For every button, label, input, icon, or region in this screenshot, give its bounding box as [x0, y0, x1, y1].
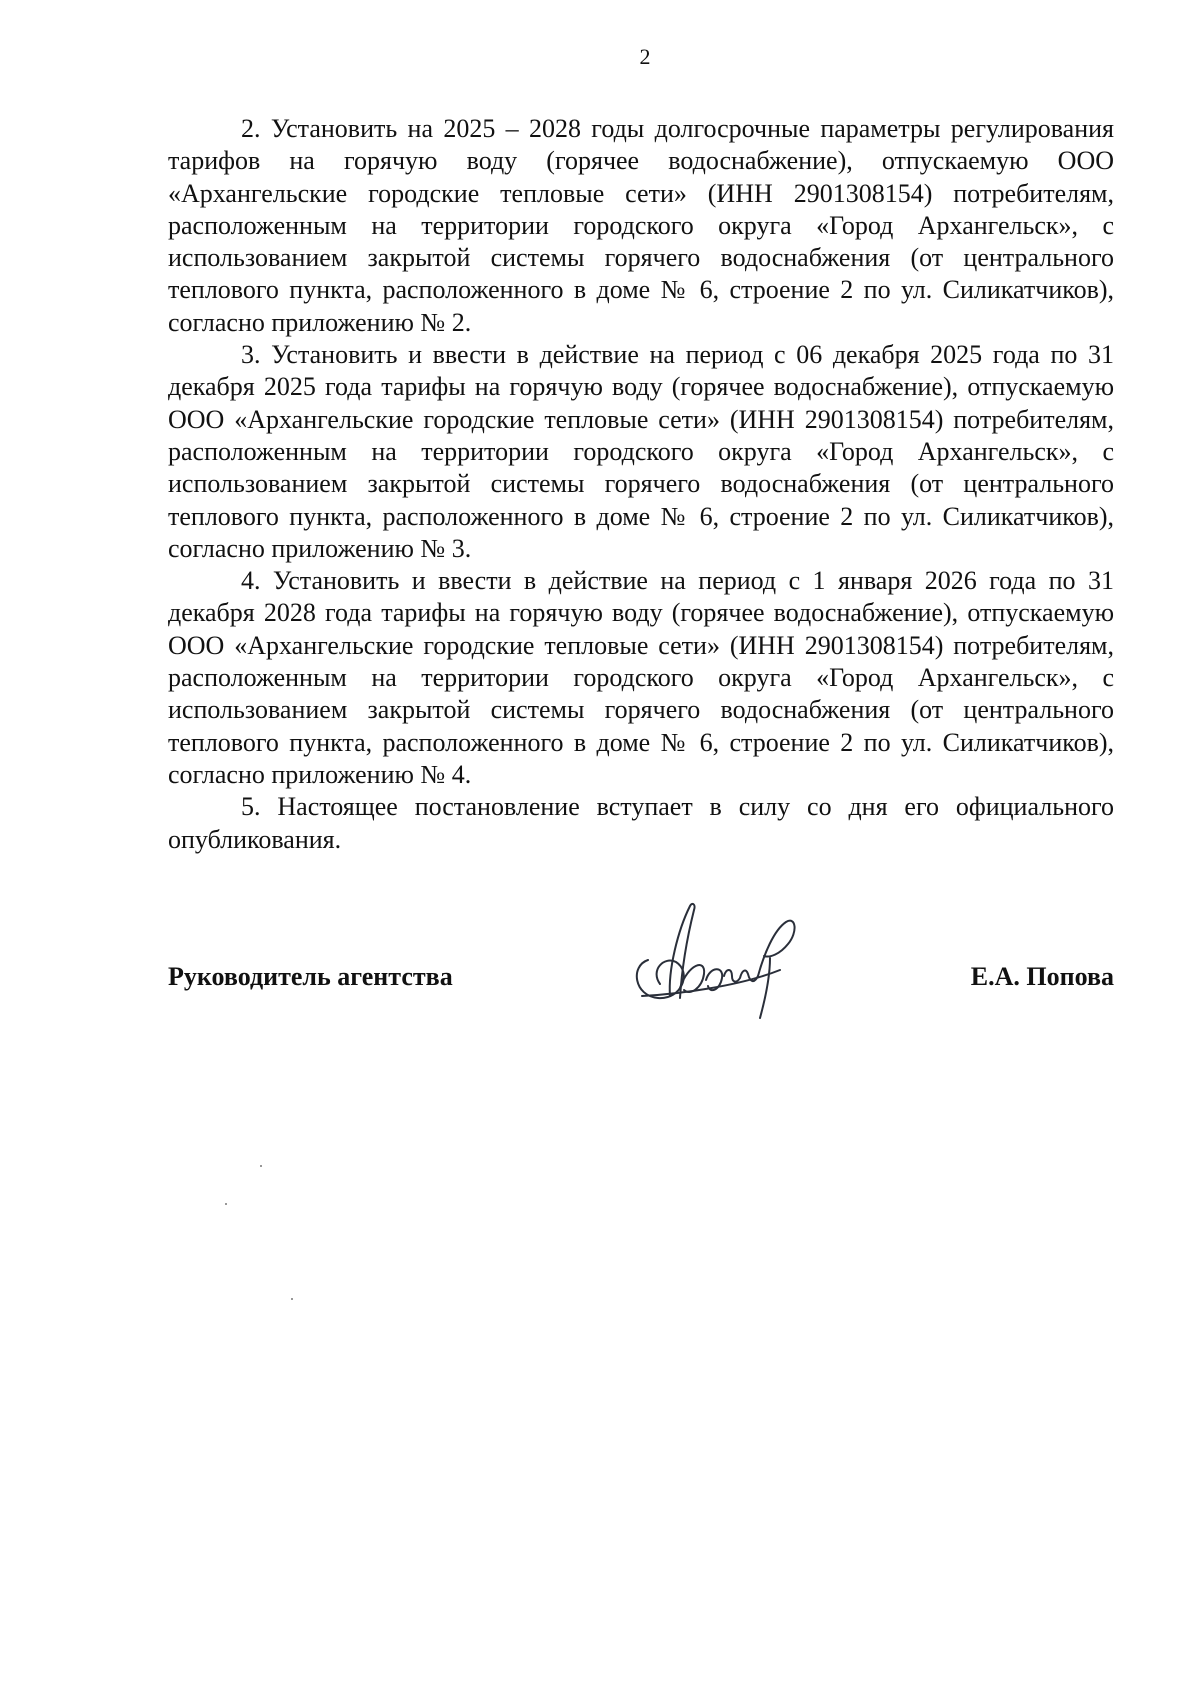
- scan-speck: [260, 1165, 262, 1167]
- page-number: 2: [639, 44, 651, 69]
- signatory-title: Руководитель агентства: [168, 962, 453, 991]
- scan-speck: [225, 1203, 227, 1205]
- signatory-name: Е.А. Попова: [970, 962, 1114, 991]
- paragraph-3: 3. Установить и ввести в действие на период с 06 декабря 2025 года по 31 декабря 2025 года тарифы на горячую воду (горячее водоснабжение), отпускаемую ООО «Архангельские городские тепловые сети» (ИНН 2901308154) потребителям, расположенным на территории городского округа «Город Архангельск», с использованием закрытой системы горячего водоснабжения (от центрального теплового пункта, расположенного в доме № 6, строение 2 по ул. Силикатчиков), согласно приложению № 3.: [168, 340, 1114, 563]
- paragraph-5: 5. Настоящее постановление вступает в силу со дня его официального опубликования.: [168, 792, 1114, 854]
- scan-speck: [291, 1298, 293, 1300]
- signature-block: [168, 900, 1114, 1020]
- paragraph-4: 4. Установить и ввести в действие на период с 1 января 2026 года по 31 декабря 2028 года тарифы на горячую воду (горячее водоснабжение), отпускаемую ООО «Архангельские городские тепловые сети» (ИНН 2901308154) потребителям, расположенным на территории городского округа «Город Архангельск», с использованием закрытой системы горячего водоснабжения (от центрального теплового пункта, расположенного в доме № 6, строение 2 по ул. Силикатчиков), согласно приложению № 4.: [168, 566, 1114, 789]
- document-body: [168, 113, 1114, 856]
- handwritten-signature: [620, 900, 800, 1020]
- paragraph-2: 2. Установить на 2025 – 2028 годы долгосрочные параметры регулирования тарифов на горячую воду (горячее водоснабжение), отпускаемую ООО «Архангельские городские тепловые сети» (ИНН 2901308154) потребителям, расположенным на территории городского округа «Город Архангельск», с использованием закрытой системы горячего водоснабжения (от центрального теплового пункта, расположенного в доме № 6, строение 2 по ул. Силикатчиков), согласно приложению № 2.: [168, 114, 1114, 337]
